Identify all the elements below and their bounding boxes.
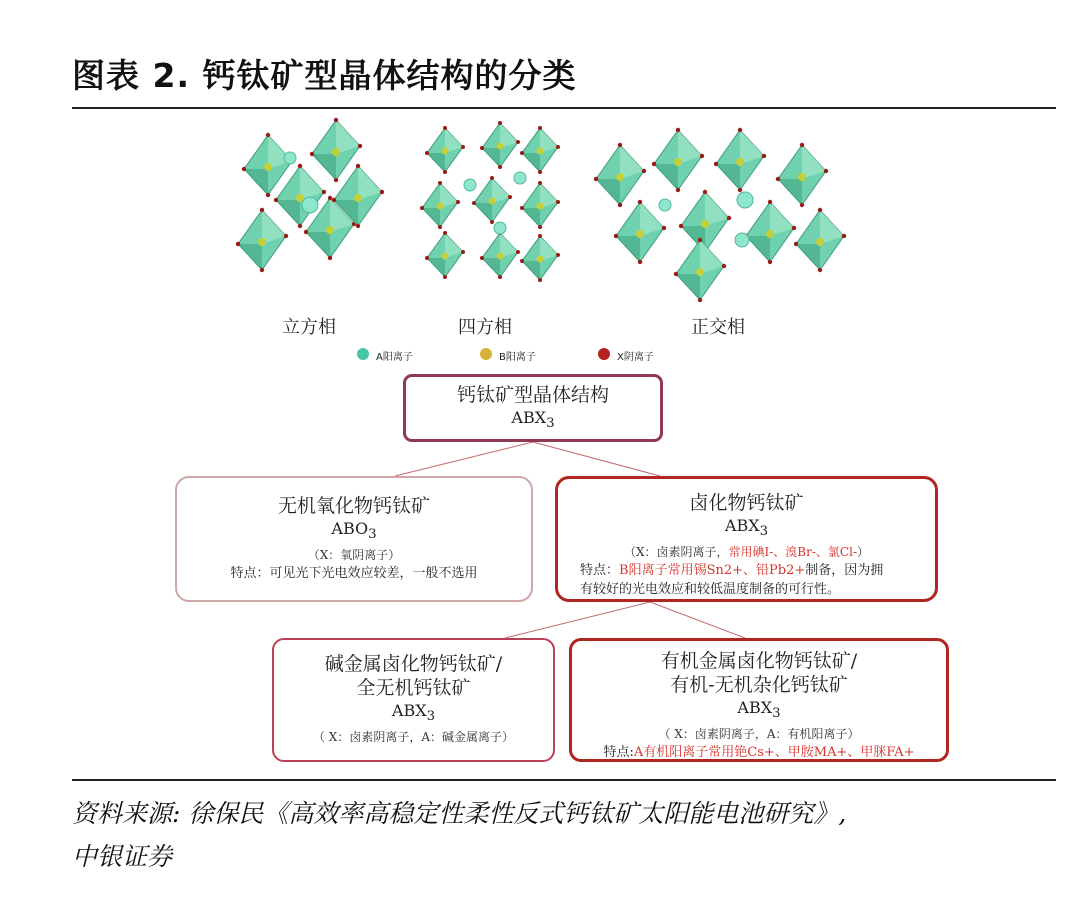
phase-label-tetragonal: 四方相 bbox=[458, 317, 512, 338]
source-line-1: 资料来源: 徐保民《高效率高稳定性柔性反式钙钛矿太阳能电池研究》, bbox=[72, 799, 847, 828]
inorganic-oxide-note: （X：氧阴离子） bbox=[307, 548, 401, 563]
root-name: 钙钛矿型晶体结构 bbox=[456, 384, 609, 406]
inorganic-oxide-node bbox=[175, 476, 533, 602]
halide-name: 卤化物钙钛矿 bbox=[689, 492, 804, 514]
root-node bbox=[403, 374, 663, 442]
tetragonal-phase-structure bbox=[420, 121, 560, 282]
cubic-phase-structure bbox=[236, 118, 384, 272]
phase-label-orthorhombic: 正交相 bbox=[691, 317, 745, 338]
alkali-name-line2: 全无机钙钛矿 bbox=[356, 677, 471, 699]
legend-dot-b-cation bbox=[480, 348, 492, 360]
figure-title: 图表 2. 钙钛矿型晶体结构的分类 bbox=[72, 56, 577, 95]
legend-b-cation: B阳离子 bbox=[499, 352, 536, 363]
source-line-2: 中银证券 bbox=[72, 842, 173, 871]
alkali-halide-node bbox=[272, 638, 555, 762]
alkali-formula: $ABX_3$ bbox=[391, 701, 436, 725]
alkali-note: （ X：卤素阴离子，A：碱金属离子） bbox=[312, 730, 515, 745]
organic-halide-node bbox=[569, 638, 949, 762]
source-text bbox=[72, 792, 1052, 878]
legend-a-cation: A阳离子 bbox=[376, 352, 413, 363]
phase-label-cubic: 立方相 bbox=[282, 317, 336, 338]
halide-node bbox=[555, 476, 938, 602]
organic-formula: $ABX_3$ bbox=[737, 698, 781, 722]
inorganic-oxide-feature: 特点：可见光下光电效应较差，一般不选用 bbox=[230, 566, 478, 582]
organic-feature: 特点:A有机阳离子常用铯Cs+、甲胺MA+、甲脒FA+ bbox=[603, 745, 915, 761]
legend-dot-a-cation bbox=[357, 348, 369, 360]
halide-note: （X：卤素阴离子，常用碘I-、溴Br-、氯Cl-） bbox=[623, 545, 870, 560]
inorganic-oxide-formula: $ABO_3$ bbox=[331, 519, 377, 543]
inorganic-oxide-name: 无机氧化物钙钛矿 bbox=[277, 495, 430, 517]
legend-x-anion: X阴离子 bbox=[617, 352, 654, 363]
organic-note: （ X：卤素阴离子，A：有机阳离子） bbox=[658, 727, 860, 742]
legend-dot-x-anion bbox=[598, 348, 610, 360]
bottom-rule bbox=[72, 779, 1056, 781]
alkali-name-line1: 碱金属卤化物钙钛矿/ bbox=[324, 653, 503, 675]
halide-formula: $ABX_3$ bbox=[724, 516, 769, 540]
root-formula: $ABX_3$ bbox=[511, 408, 555, 432]
orthorhombic-phase-structure bbox=[594, 128, 846, 302]
halide-feature: 特点：B阳离子常用锡Sn2+、铅Pb2+制备，因为拥 有较好的光电效应和较低温度制备的可行性。 bbox=[580, 563, 884, 598]
organic-name-line2: 有机-无机杂化钙钛矿 bbox=[670, 674, 848, 696]
organic-name-line1: 有机金属卤化物钙钛矿/ bbox=[660, 650, 858, 672]
